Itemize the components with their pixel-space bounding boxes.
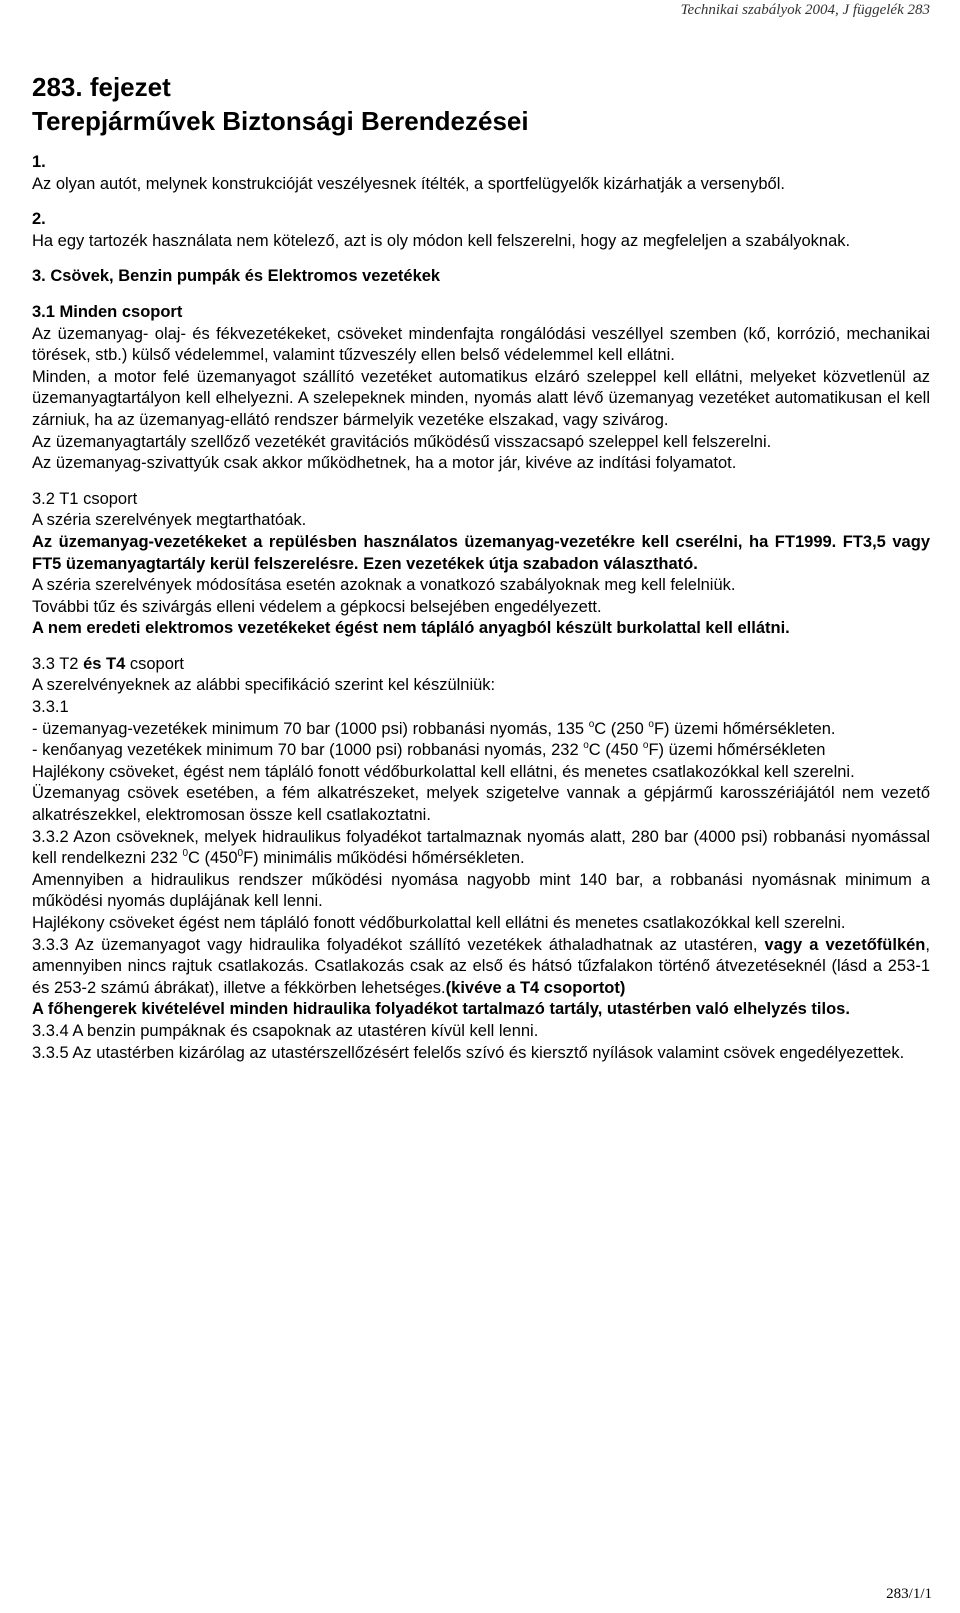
section-3-2-paragraph: További tűz és szivárgás elleni védelem a gépkocsi belsejében engedélyezett. bbox=[32, 597, 602, 616]
degree-sup: 0 bbox=[182, 848, 188, 860]
section-3-3-3-paragraph bbox=[32, 935, 930, 1000]
section-3-2-bold-paragraph: Az üzemanyag-vezetékeket a repülésben használatos üzemanyag-vezetékre kell cserélni, ha FT1999. FT3,5 vagy FT5 üzemanyagtartály kerül felszerelésre. Ezen vezetékek útja szabadon választható. bbox=[32, 532, 930, 573]
text-part: F) üzemi hőmérsékleten. bbox=[653, 719, 836, 738]
degree-sup: o bbox=[583, 740, 589, 752]
heading-part: csoport bbox=[125, 654, 184, 673]
heading-part: 3.3 T2 bbox=[32, 654, 84, 673]
degree-sup: 0 bbox=[237, 848, 244, 860]
section-3-1-paragraph: Az üzemanyagtartály szellőző vezetékét gravitációs működésű visszacsapó szeleppel kell felszerelni. bbox=[32, 432, 772, 451]
section-3-2-bold-paragraph: A nem eredeti elektromos vezetékeket égést nem tápláló anyagból készült burkolattal kell ellátni. bbox=[32, 619, 790, 638]
heading-part-bold: és T4 bbox=[83, 654, 126, 673]
degree-sup: o bbox=[642, 740, 649, 752]
section-3-heading: 3. Csövek, Benzin pumpák és Elektromos vezetékek bbox=[32, 267, 441, 286]
text-part: C (450 bbox=[188, 849, 238, 868]
section-3-3-heading bbox=[32, 654, 930, 676]
text-part: F) üzemi hőmérsékleten bbox=[648, 741, 826, 760]
section-3-3-2-paragraph: Hajlékony csöveket égést nem tápláló fonott védőburkolattal kell ellátni és menetes csatlakozókkal kell szerelni. bbox=[32, 914, 846, 932]
fuel-line-spec bbox=[32, 719, 930, 741]
section-1-text: Az olyan autót, melynek konstrukcióját veszélyesnek ítélték, a sportfelügyelők kizárhatják a versenyből. bbox=[32, 174, 785, 193]
lubricant-line-spec bbox=[32, 740, 930, 762]
text-part: 3.3.2 Azon csöveknek, melyek hidraulikus folyadékot tartalmaznak nyomás alatt, 280 bar (4000 psi) robbanási nyomással kell rendelkezni 232 bbox=[32, 827, 930, 868]
section-1-number: 1. bbox=[32, 153, 46, 171]
running-header: Technikai szabályok 2004, J függelék 283 bbox=[680, 2, 930, 18]
section-3-3-5-paragraph: 3.3.5 Az utastérben kizárólag az utastérszellőzésért felelős szívó és kiersztő nyílások valamint csövek engedélyezettek. bbox=[32, 1043, 905, 1062]
section-3-3-3-bold-paragraph: A főhengerek kivételével minden hidraulika folyadékot tartalmazó tartály, utastérben való elhelyzés tilos. bbox=[32, 1000, 850, 1019]
text-part: - kenőanyag vezetékek minimum 70 bar (1000 psi) robbanási nyomás, 232 bbox=[32, 741, 584, 760]
section-3-3-4-paragraph: 3.3.4 A benzin pumpáknak és csapoknak az utastéren kívül kell lenni. bbox=[32, 1021, 539, 1040]
chapter-number: 283. fejezet bbox=[32, 72, 171, 102]
text-part: 3.3.3 Az üzemanyagot vagy hidraulika folyadékot szállító vezetékek áthaladhatnak az utastéren, bbox=[32, 935, 765, 954]
degree-sup: o bbox=[588, 718, 595, 730]
text-part: C (250 bbox=[594, 719, 649, 738]
section-3-2-paragraph: A széria szerelvények módosítása esetén azoknak a vonatkozó szabályoknak meg kell felelniük. bbox=[32, 576, 736, 595]
text-part-bold: (kivéve a T4 csoportot) bbox=[445, 978, 626, 997]
chapter-title: Terepjárművek Biztonsági Berendezései bbox=[32, 106, 529, 136]
text-part: F) minimális működési hőmérsékleten. bbox=[243, 849, 525, 868]
text-part: C (450 bbox=[588, 741, 643, 760]
text-part: - üzemanyag-vezetékek minimum 70 bar (1000 psi) robbanási nyomás, 135 bbox=[32, 719, 589, 738]
section-3-3-1-number: 3.3.1 bbox=[32, 698, 69, 717]
page-number: 283/1/1 bbox=[886, 1586, 932, 1602]
section-3-3-intro: A szerelvényeknek az alábbi specifikáció szerint kel készülniük: bbox=[32, 676, 496, 695]
text-part: , amennyiben nincs rajtuk csatlakozás. Csatlakozás csak az első és hátsó tűzfalakon történő átvezetéseknél (lásd a 253-1 és 253-2 számú ábrákat), illetve a fékkörben lehetséges. bbox=[32, 935, 930, 997]
section-3-3-1-paragraph: Üzemanyag csövek esetében, a fém alkatrészeket, melyek szigetelve vannak a gépjármű karosszériájától nem vezető alkatrészekkel, elektromosan össze kell csatlakoztatni. bbox=[32, 784, 930, 825]
section-3-3-1-paragraph: Hajlékony csöveket, égést nem tápláló fonott védőburkolattal kell ellátni, és menetes csatlakozókkal kell szerelni. bbox=[32, 762, 855, 781]
section-3-1-paragraph: Minden, a motor felé üzemanyagot szállító vezetéket automatikus elzáró szeleppel kell ellátni, melyeket közvetlenül az üzemanyagtartályon kell elhelyezni. A szelepeknek minden, nyomás alatt lévő üzemanyag vezetéket automatikusan el kell zárniuk, ha az üzemanyag-ellátó rendszer bármelyik vezetéke elszakad, vagy szivárog. bbox=[32, 367, 930, 429]
degree-sup: o bbox=[648, 718, 654, 730]
section-3-2-heading: 3.2 T1 csoport bbox=[32, 489, 138, 508]
section-3-2-paragraph: A széria szerelvények megtarthatóak. bbox=[32, 511, 307, 530]
text-part-bold: vagy a vezetőfülkén bbox=[764, 935, 926, 954]
section-3-3-2-paragraph bbox=[32, 827, 930, 870]
section-3-1-heading: 3.1 Minden csoport bbox=[32, 302, 183, 321]
document-body bbox=[32, 70, 930, 1064]
section-2-text: Ha egy tartozék használata nem kötelező, azt is oly módon kell felszerelni, hogy az megfeleljen a szabályoknak. bbox=[32, 231, 851, 250]
section-2-number: 2. bbox=[32, 210, 46, 229]
section-3-3-2-paragraph: Amennyiben a hidraulikus rendszer működési nyomása nagyobb mint 140 bar, a robbanási nyomásnak minimum a működési nyomás duplájának kell lenni. bbox=[32, 870, 930, 911]
section-3-1-paragraph: Az üzemanyag-szivattyúk csak akkor működhetnek, ha a motor jár, kivéve az indítási folyamatot. bbox=[32, 454, 737, 473]
section-3-1-paragraph: Az üzemanyag- olaj- és fékvezetékeket, csöveket mindenfajta rongálódási veszéllyel szemben (kő, korrózió, mechanikai törések, stb.) külső védelemmel, valamint tűzveszély ellen belső védelemmel kell ellátni. bbox=[32, 324, 930, 365]
